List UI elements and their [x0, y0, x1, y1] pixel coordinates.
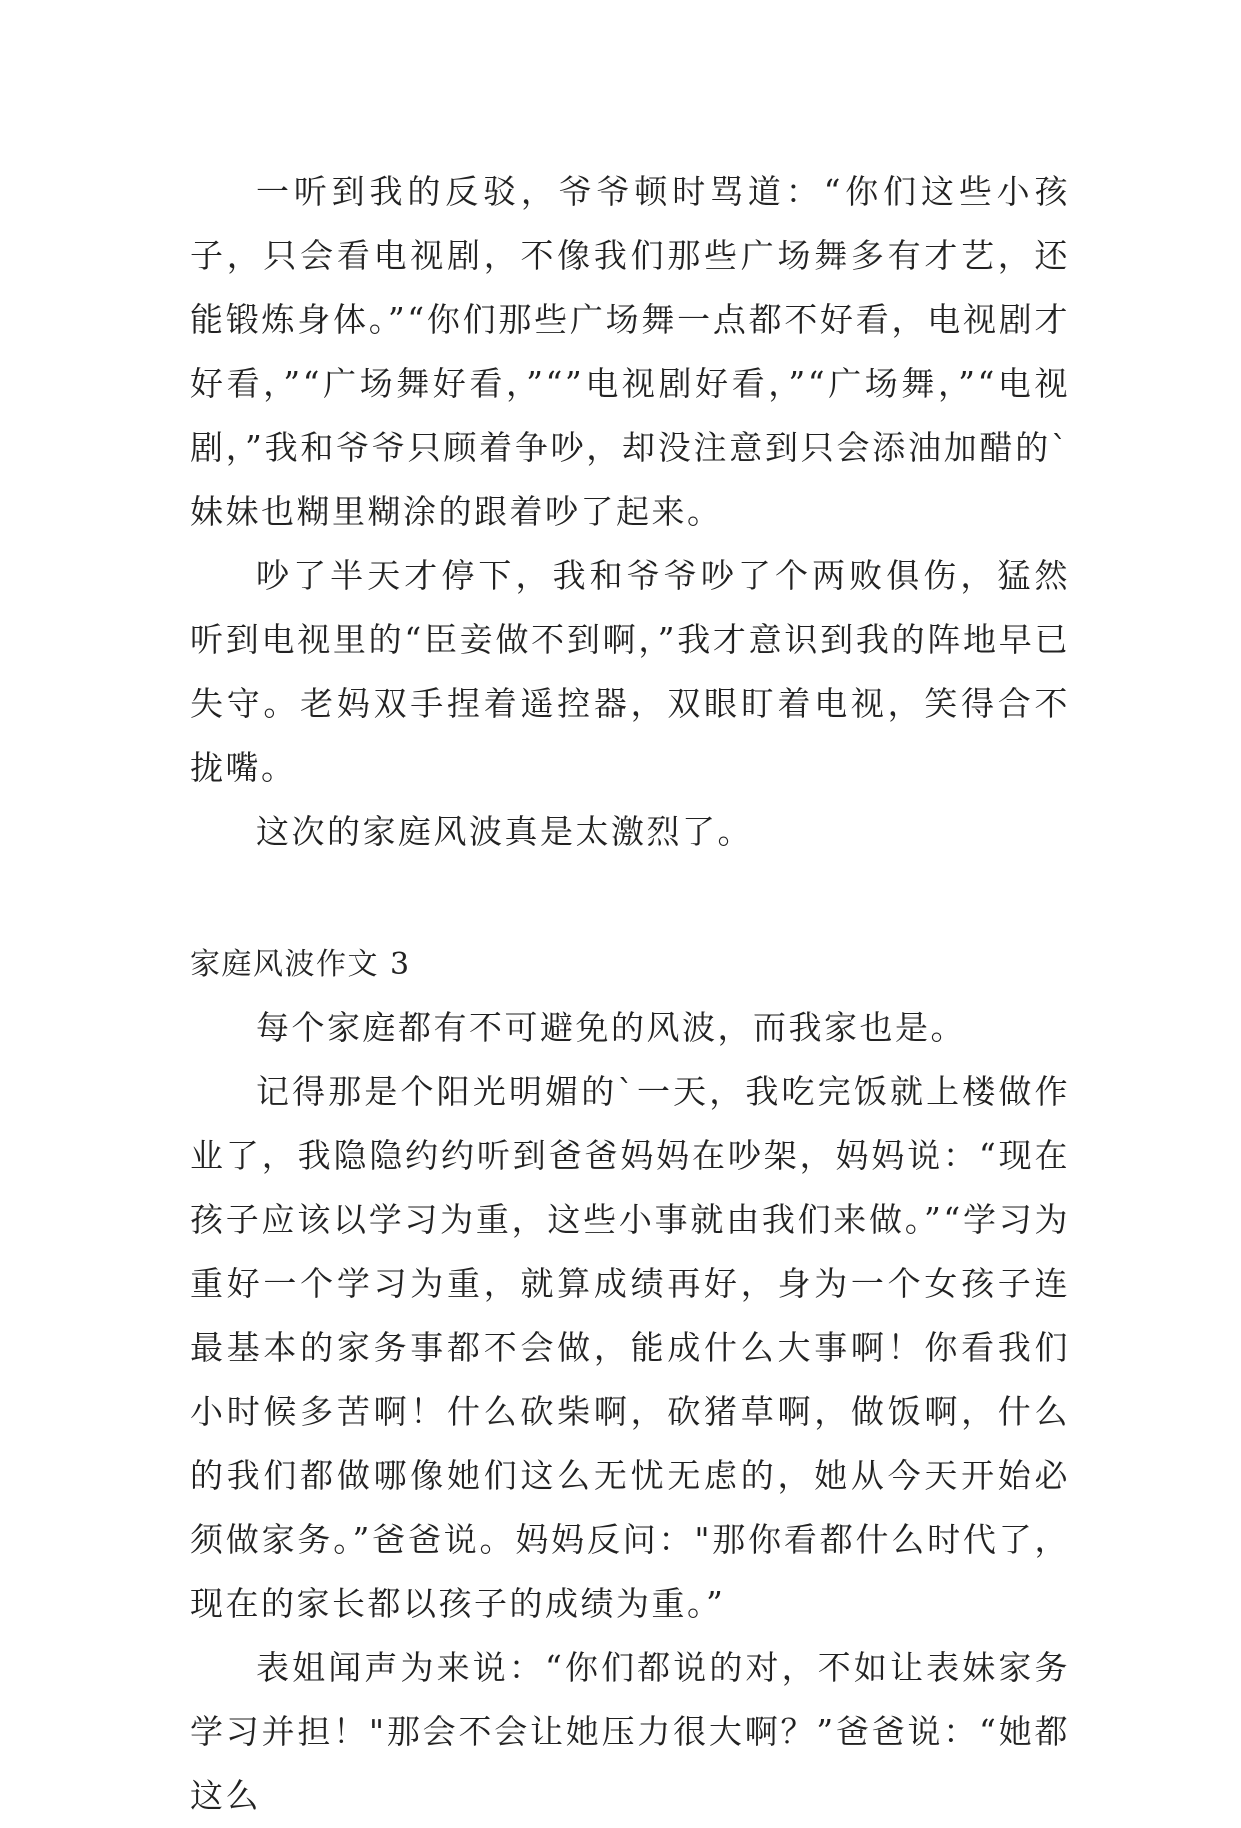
paragraph: 表姐闻声为来说：“你们都说的对，不如让表妹家务学习并担！"那会不会让她压力很大啊？”爸爸说：“她都这么	[190, 1648, 1070, 1815]
section-gap	[190, 864, 1070, 934]
paragraph: 一听到我的反驳，爷爷顿时骂道：“你们这些小孩子，只会看电视剧，不像我们那些广场舞多有才艺，还能锻炼身体。”“你们那些广场舞一点都不好看，电视剧才好看，”“广场舞好看，”“”电视剧好看，”“广场舞，”“电视剧，”我和爷爷只顾着争吵，却没注意到只会添油加醋的`妹妹也糊里糊涂的跟着吵了起来。	[190, 172, 1070, 531]
section-title: 家庭风波作文 3	[190, 947, 411, 982]
document-body	[190, 160, 1070, 1828]
paragraph: 每个家庭都有不可避免的风波，而我家也是。	[256, 1008, 966, 1047]
paragraph: 记得那是个阳光明媚的`一天，我吃完饭就上楼做作业了，我隐隐约约听到爸爸妈妈在吵架，妈妈说：“现在孩子应该以学习为重，这些小事就由我们来做。”“学习为重好一个学习为重，就算成绩再好，身为一个女孩子连最基本的家务事都不会做，能成什么大事啊！你看我们小时候多苦啊！什么砍柴啊，砍猪草啊，做饭啊，什么的我们都做哪像她们这么无忧无虑的，她从今天开始必须做家务。”爸爸说。妈妈反问："那你看都什么时代了，现在的家长都以孩子的成绩为重。”	[190, 1072, 1070, 1623]
paragraph: 这次的家庭风波真是太激烈了。	[256, 812, 753, 851]
paragraph: 吵了半天才停下，我和爷爷吵了个两败俱伤，猛然听到电视里的“臣妾做不到啊，”我才意识到我的阵地早已失守。老妈双手捏着遥控器，双眼盯着电视，笑得合不拢嘴。	[190, 556, 1070, 787]
